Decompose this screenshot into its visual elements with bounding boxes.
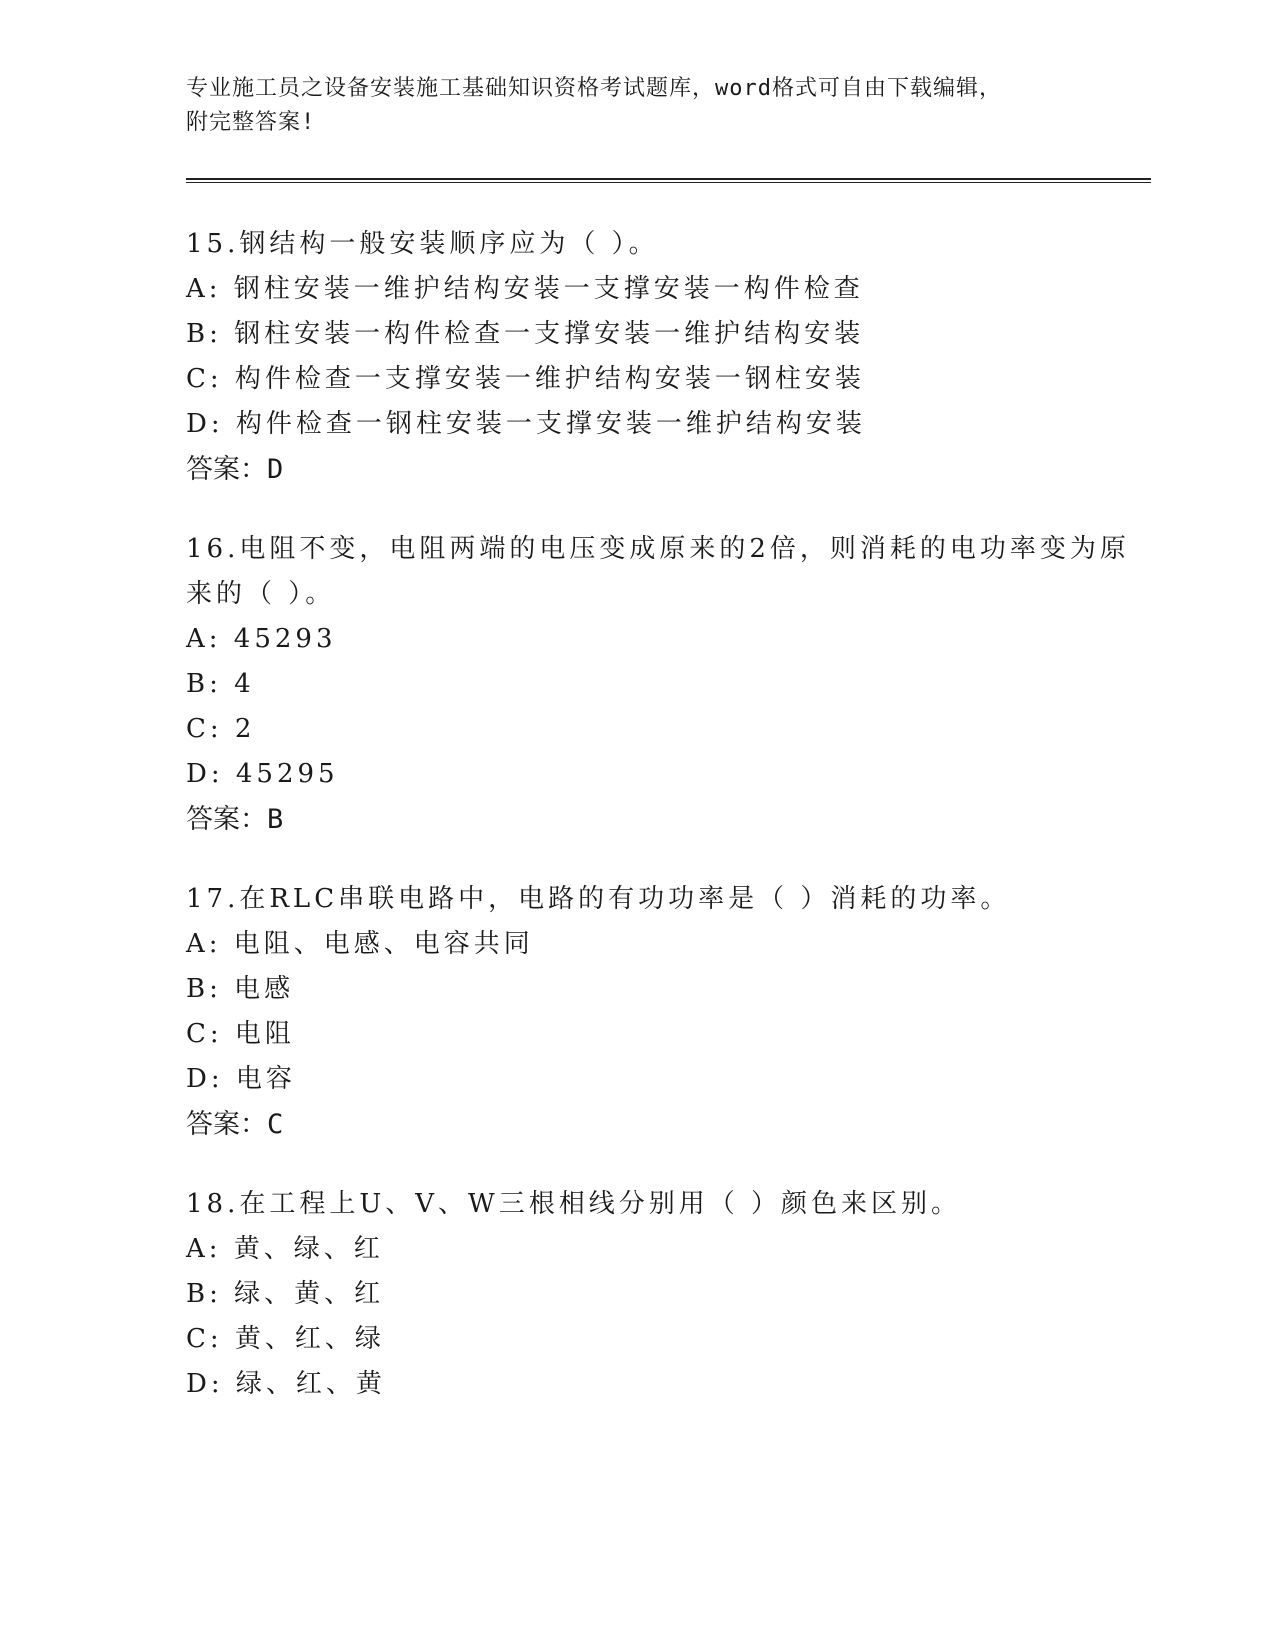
answer-value: D <box>267 454 284 485</box>
question-stem: 18.在工程上U、V、W三根相线分别用（ ）颜色来区别。 <box>186 1189 962 1219</box>
option-d: D: 电容 <box>186 1064 296 1094</box>
option-d: D: 45295 <box>186 759 339 789</box>
answer-line <box>186 797 1146 842</box>
option-b: B: 4 <box>186 669 255 699</box>
document-header <box>186 72 1146 140</box>
option-a: A: 黄、绿、红 <box>186 1234 384 1264</box>
header-divider <box>186 178 1151 183</box>
answer-label: 答案： <box>186 804 267 835</box>
answer-value: C <box>267 1109 284 1140</box>
option-a: A: 45293 <box>186 624 337 654</box>
header-line-1: 专业施工员之设备安装施工基础知识资格考试题库，word格式可自由下载编辑， <box>186 76 1002 101</box>
question-stem: 15.钢结构一般安装顺序应为（ ）。 <box>186 229 659 259</box>
question-18 <box>186 1182 1146 1407</box>
answer-value: B <box>267 804 284 835</box>
question-stem: 16.电阻不变，电阻两端的电压变成原来的2倍，则消耗的电功率变为原来的（ ）。 <box>186 534 1130 609</box>
option-b: B: 钢柱安装一构件检查一支撑安装一维护结构安装 <box>186 319 865 349</box>
question-15 <box>186 222 1146 492</box>
option-c: C: 构件检查一支撑安装一维护结构安装一钢柱安装 <box>186 364 865 394</box>
header-line-2: 附完整答案! <box>186 110 316 135</box>
option-a: A: 钢柱安装一维护结构安装一支撑安装一构件检查 <box>186 274 864 304</box>
option-c: C: 电阻 <box>186 1019 295 1049</box>
option-b: B: 电感 <box>186 974 295 1004</box>
option-c: C: 2 <box>186 714 256 744</box>
answer-label: 答案： <box>186 1109 267 1140</box>
answer-line <box>186 1102 1146 1147</box>
option-d: D: 绿、红、黄 <box>186 1369 386 1399</box>
option-a: A: 电阻、电感、电容共同 <box>186 929 534 959</box>
question-16 <box>186 527 1146 842</box>
option-c: C: 黄、红、绿 <box>186 1324 385 1354</box>
answer-label: 答案： <box>186 454 267 485</box>
question-stem: 17.在RLC串联电路中，电路的有功功率是（ ）消耗的功率。 <box>186 884 1011 914</box>
answer-line <box>186 447 1146 492</box>
question-17 <box>186 877 1146 1147</box>
option-d: D: 构件检查一钢柱安装一支撑安装一维护结构安装 <box>186 409 866 439</box>
option-b: B: 绿、黄、红 <box>186 1279 385 1309</box>
